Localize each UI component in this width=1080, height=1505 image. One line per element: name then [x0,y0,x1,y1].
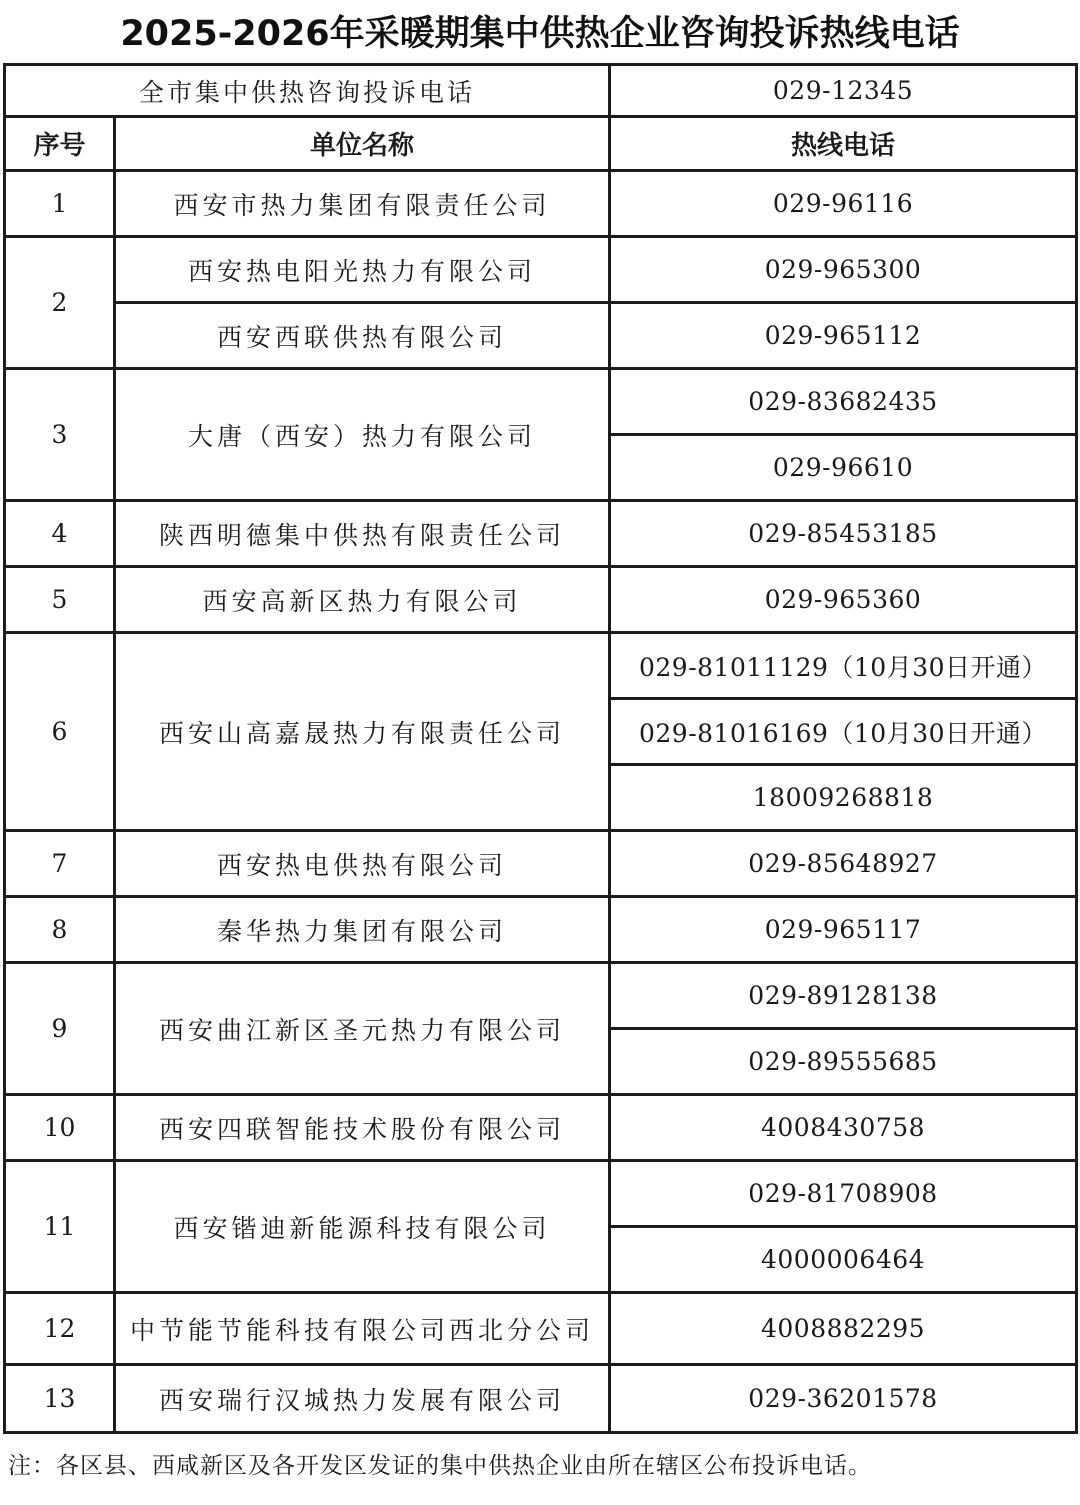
row-phone: 029-81708908 [610,1161,1077,1227]
row-unit-name: 西安山高嘉晟热力有限责任公司 [115,633,610,831]
row-seq: 12 [5,1293,115,1365]
row-unit-name: 秦华热力集团有限公司 [115,897,610,963]
row-phone: 4008882295 [610,1293,1077,1365]
row-phone: 029-965117 [610,897,1077,963]
row-phone: 029-96116 [610,171,1077,237]
table-row [5,237,1077,303]
row-phone: 4000006464 [610,1227,1077,1293]
row-unit-name: 西安曲江新区圣元热力有限公司 [115,963,610,1095]
row-unit-name: 西安锴迪新能源科技有限公司 [115,1161,610,1293]
row-unit-name: 西安瑞行汉城热力发展有限公司 [115,1365,610,1433]
row-phone: 029-85453185 [610,501,1077,567]
row-phone: 4008430758 [610,1095,1077,1161]
row-phone: 029-96610 [610,435,1077,501]
header-unit: 单位名称 [115,117,610,171]
hotline-table [3,63,1078,1434]
row-seq: 8 [5,897,115,963]
row-unit-name: 陕西明德集中供热有限责任公司 [115,501,610,567]
city-hotline-phone: 029-12345 [610,65,1077,117]
row-phone: 029-36201578 [610,1365,1077,1433]
row-seq: 3 [5,369,115,501]
header-phone: 热线电话 [610,117,1077,171]
row-unit-name: 西安高新区热力有限公司 [115,567,610,633]
table-row [5,303,1077,369]
row-phone: 029-85648927 [610,831,1077,897]
table-row [5,1095,1077,1161]
row-phone: 029-965300 [610,237,1077,303]
row-phone: 029-89128138 [610,963,1077,1029]
row-phone: 029-81016169（10月30日开通） [610,699,1077,765]
row-phone: 029-965112 [610,303,1077,369]
table-row [5,1161,1077,1227]
hotline-table-body [5,65,1077,1433]
row-seq: 10 [5,1095,115,1161]
header-seq: 序号 [5,117,115,171]
row-unit-name: 西安热电供热有限公司 [115,831,610,897]
row-unit-name: 西安热电阳光热力有限公司 [115,237,610,303]
footnote: 注：各区县、西咸新区及各开发区发证的集中供热企业由所在辖区公布投诉电话。 [8,1453,872,1479]
table-row [5,1293,1077,1365]
row-unit-name: 中节能节能科技有限公司西北分公司 [115,1293,610,1365]
row-unit-name: 西安西联供热有限公司 [115,303,610,369]
page-title: 2025-2026年采暖期集中供热企业咨询投诉热线电话 [120,14,960,54]
table-row [5,171,1077,237]
row-unit-name: 西安四联智能技术股份有限公司 [115,1095,610,1161]
header-row [5,117,1077,171]
row-phone: 029-965360 [610,567,1077,633]
row-seq: 6 [5,633,115,831]
row-seq: 1 [5,171,115,237]
row-seq: 9 [5,963,115,1095]
table-row [5,1365,1077,1433]
city-hotline-label: 全市集中供热咨询投诉电话 [5,65,610,117]
table-row [5,963,1077,1029]
table-row [5,897,1077,963]
table-row [5,501,1077,567]
table-row [5,633,1077,699]
row-seq: 4 [5,501,115,567]
city-hotline-row [5,65,1077,117]
table-row [5,831,1077,897]
row-phone: 029-81011129（10月30日开通） [610,633,1077,699]
table-row [5,369,1077,435]
row-seq: 11 [5,1161,115,1293]
table-row [5,567,1077,633]
row-seq: 7 [5,831,115,897]
row-unit-name: 大唐（西安）热力有限公司 [115,369,610,501]
row-seq: 5 [5,567,115,633]
row-phone: 029-89555685 [610,1029,1077,1095]
row-seq: 2 [5,237,115,369]
row-phone: 18009268818 [610,765,1077,831]
row-phone: 029-83682435 [610,369,1077,435]
row-unit-name: 西安市热力集团有限责任公司 [115,171,610,237]
row-seq: 13 [5,1365,115,1433]
